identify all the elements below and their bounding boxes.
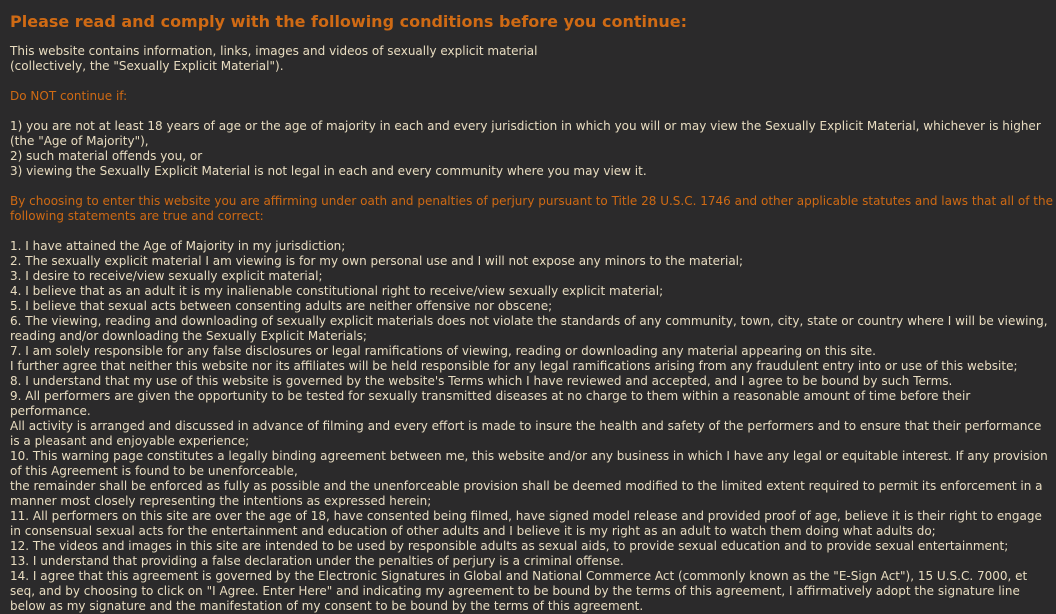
list-item: 3) viewing the Sexually Explicit Material is not legal in each and every community where you may view it. <box>10 164 647 178</box>
list-item: 12. The videos and images in this site are intended to be used by responsible adults as sexual aids, to provide sexual education and to provide sexual entertainment; <box>10 539 1009 553</box>
list-item: 2) such material offends you, or <box>10 149 203 163</box>
list-item: 14. I agree that this agreement is governed by the Electronic Signatures in Global and National Commerce Act (commonly known as the "E-Sign Act"), 15 U.S.C. 7000, et seq, and by choosing to click on "I Agree. Enter Here" and indicating my agreement to be bound by the terms of this agreement, I affirmatively adopt the signature line below as my signature and the manifestation of my consent to be bound by the terms of this agreement. <box>10 569 1028 613</box>
intro-paragraph <box>10 44 1054 74</box>
affirm-heading: By choosing to enter this website you are affirming under oath and penalties of perjury pursuant to Title 28 U.S.C. 1746 and other applicable statutes and laws that all of the following statements are true and correct: <box>10 194 1053 223</box>
list-item: 2. The sexually explicit material I am viewing is for my own personal use and I will not expose any minors to the material; <box>10 254 744 268</box>
list-item: the remainder shall be enforced as fully as possible and the unenforceable provision shall be deemed modified to the limited extent required to permit its enforcement in a manner most closely representing the intentions as expressed herein; <box>10 479 1043 508</box>
list-item: 5. I believe that sexual acts between consenting adults are neither offensive nor obscene; <box>10 299 553 313</box>
page-title: Please read and comply with the following conditions before you continue: <box>10 12 687 31</box>
list-item: 1. I have attained the Age of Majority in my jurisdiction; <box>10 239 346 253</box>
disclaimer-page <box>10 12 1054 614</box>
do-not-heading: Do NOT continue if: <box>10 89 128 103</box>
intro-line: (collectively, the "Sexually Explicit Material"). <box>10 59 284 73</box>
list-item: 4. I believe that as an adult it is my inalienable constitutional right to receive/view sexually explicit material; <box>10 284 664 298</box>
list-item: 6. The viewing, reading and downloading of sexually explicit materials does not violate the standards of any community, town, city, state or country where I will be viewing, reading and/or downloading the Sexually Explicit Materials; <box>10 314 1048 343</box>
do-not-list <box>10 119 1054 179</box>
statements-list <box>10 239 1054 614</box>
list-item: 11. All performers on this site are over the age of 18, have consented being filmed, have signed model release and provided proof of age, believe it is their right to engage in consensual sexual acts for the entertainment and education of other adults and I believe it is my right as an adult to watch them doing what adults do; <box>10 509 1042 538</box>
list-item: 1) you are not at least 18 years of age or the age of majority in each and every jurisdiction in which you will or may view the Sexually Explicit Material, whichever is higher (the "Age of Majority"), <box>10 119 1041 148</box>
list-item: 9. All performers are given the opportunity to be tested for sexually transmitted diseases at no charge to them within a reasonable amount of time before their performance. <box>10 389 971 418</box>
list-item: 3. I desire to receive/view sexually explicit material; <box>10 269 323 283</box>
list-item: 8. I understand that my use of this website is governed by the website's Terms which I have reviewed and accepted, and I agree to be bound by such Terms. <box>10 374 953 388</box>
intro-line: This website contains information, links, images and videos of sexually explicit material <box>10 44 538 58</box>
list-item: 13. I understand that providing a false declaration under the penalties of perjury is a criminal offense. <box>10 554 624 568</box>
list-item: All activity is arranged and discussed in advance of filming and every effort is made to insure the health and safety of the performers and to ensure that their performance is a pleasant and enjoyable experience; <box>10 419 1042 448</box>
list-item: 7. I am solely responsible for any false disclosures or legal ramifications of viewing, reading or downloading any material appearing on this site. <box>10 344 876 358</box>
list-item: I further agree that neither this website nor its affiliates will be held responsible for any legal ramifications arising from any fraudulent entry into or use of this website; <box>10 359 1018 373</box>
list-item: 10. This warning page constitutes a legally binding agreement between me, this website and/or any business in which I have any legal or equitable interest. If any provision of this Agreement is found to be unenforceable, <box>10 449 1048 478</box>
